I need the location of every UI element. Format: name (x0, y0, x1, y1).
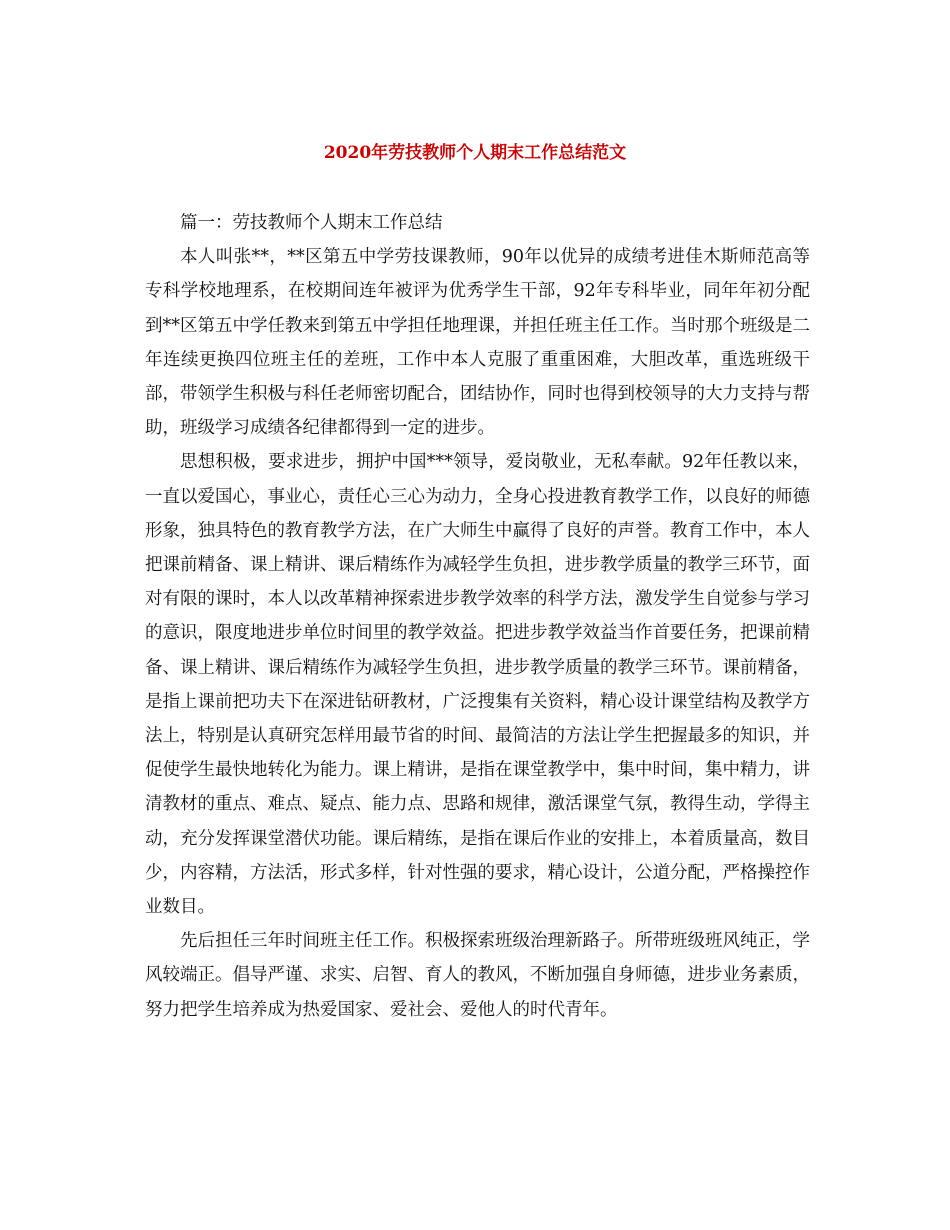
body-paragraph: 本人叫张**，**区第五中学劳技课教师，90年以优异的成绩考进佳木斯师范高等专科学校地理系，在校期间连年被评为优秀学生干部，92年专科毕业，同年年初分配到**区第五中学任教来到第五中学担任地理课，并担任班主任工作。当时那个班级是二年连续更换四位班主任的差班，工作中本人克服了重重困难，大胆改革，重选班级干部，带领学生积极与科任老师密切配合，团结协作，同时也得到校领导的大力支持与帮助，班级学习成绩各纪律都得到一定的进步。 (145, 247, 810, 439)
document-title: 2020年劳技教师个人期末工作总结范文 (323, 143, 627, 163)
body-paragraph: 思想积极，要求进步，拥护中国***领导，爱岗敬业，无私奉献。92年任教以来，一直以爱国心，事业心，责任心三心为动力，全身心投进教育教学工作，以良好的师德形象，独具特色的教育教学方法，在广大师生中赢得了良好的声誉。教育工作中，本人把课前精备、课上精讲、课后精练作为减轻学生负担，进步教学质量的教学三环节，面对有限的课时，本人以改革精神探索进步教学效率的科学方法，激发学生自觉参与学习的意识，限度地进步单位时间里的教学效益。把进步教学效益当作首要任务，把课前精备、课上精讲、课后精练作为减轻学生负担，进步教学质量的教学三环节。课前精备，是指上课前把功夫下在深进钻研教材，广泛搜集有关资料，精心设计课堂结构及教学方法上，特别是认真研究怎样用最节省的时间、最简洁的方法让学生把握最多的知识，并促使学生最快地转化为能力。课上精讲，是指在课堂教学中，集中时间，集中精力，讲清教材的重点、难点、疑点、能力点、思路和规律，激活课堂气氛，教得生动，学得主动，充分发挥课堂潜伏功能。课后精练，是指在课后作业的安排上，本着质量高，数目少，内容精，方法活，形式多样，针对性强的要求，精心设计，公道分配，严格操控作业数目。 (145, 452, 810, 918)
section-heading: 篇一：劳技教师个人期末工作总结 (180, 213, 443, 233)
body-paragraph: 先后担任三年时间班主任工作。积极探索班级治理新路子。所带班级班风纯正，学风较端正。倡导严谨、求实、启智、育人的教风，不断加强自身师德，进步业务素质，努力把学生培养成为热爱国家、爱社会、爱他人的时代青年。 (145, 931, 810, 1020)
document-body (145, 206, 810, 1027)
